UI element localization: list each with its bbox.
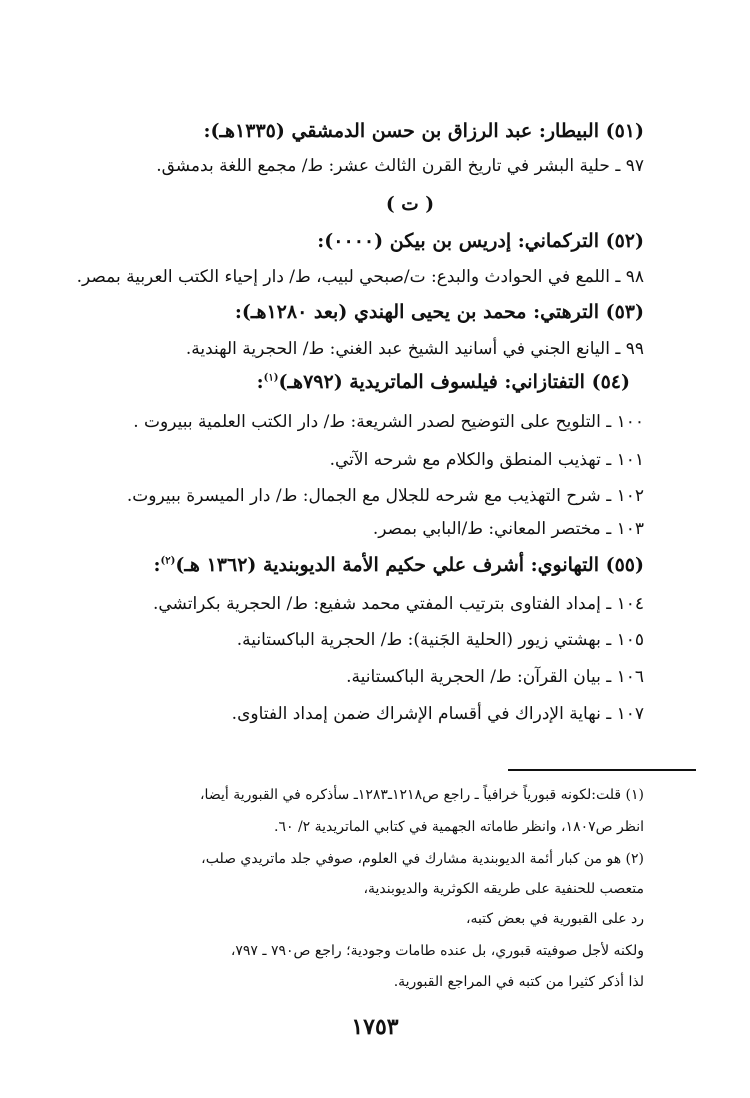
footnote-2-line-2: متعصب للحنفية على طريقه الكوثرية والديوبندية،: [363, 881, 644, 897]
book-entry-101: ١٠١ ـ تهذيب المنطق والكلام مع شرحه الآتي.: [329, 450, 644, 470]
book-entry-106: ١٠٦ ـ بيان القرآن: ط/ الحجرية الباكستانية.: [346, 667, 644, 687]
footnote-ref-2: (٢): [160, 555, 176, 567]
entry-heading-52: (٥٢) التركماني: إدريس بن بيكن (٠٠٠٠):: [317, 230, 644, 252]
book-entry-99: ٩٩ ـ اليانع الجني في أسانيد الشيخ عبد الغني: ط/ الحجرية الهندية.: [185, 339, 644, 359]
entry-heading-51: (٥١) البيطار: عبد الرزاق بن حسن الدمشقي (١٣٣٥هـ):: [203, 120, 644, 142]
footnote-1-line-2: انظر ص١٨٠٧، وانظر طاماته الجهمية في كتابي الماتريدية ٢/ ٦٠.: [274, 819, 644, 835]
book-entry-105: ١٠٥ ـ بهشتي زيور (الحلية الجَنية): ط/ الحجرية الباكستانية.: [236, 630, 644, 650]
heading-text: (٥٥) التهانوي: أشرف علي حكيم الأمة الديوبندية (١٣٦٢ هـ): [175, 554, 644, 576]
book-entry-103: ١٠٣ ـ مختصر المعاني: ط/البابي بمصر.: [372, 519, 644, 539]
heading-colon: :: [153, 554, 161, 576]
entry-heading-53: (٥٣) الترهتي: محمد بن يحيى الهندي (بعد ١٢٨٠هـ):: [234, 301, 644, 323]
book-entry-107: ١٠٧ ـ نهاية الإدراك في أقسام الإشراك ضمن إمداد الفتاوى.: [231, 704, 644, 724]
footnote-separator: [508, 769, 696, 771]
heading-colon: :: [256, 371, 264, 393]
footnote-2-line-3: رد على القبورية في بعض كتبه،: [465, 911, 644, 927]
page-number: ١٧٥٣: [351, 1014, 399, 1040]
book-entry-104: ١٠٤ ـ إمداد الفتاوى بترتيب المفتي محمد شفيع: ط/ الحجرية بكراتشي.: [152, 594, 644, 614]
footnote-2-line-4: ولكنه لأجل صوفيته قبوري، بل عنده طامات وجودية؛ راجع ص٧٩٠ ـ ٧٩٧،: [230, 943, 644, 959]
book-entry-102: ١٠٢ ـ شرح التهذيب مع شرحه للجلال مع الجمال: ط/ دار الميسرة ببيروت.: [126, 486, 644, 506]
entry-heading-55: [154, 556, 644, 575]
footnote-1-line-1: (١) قلت:لكونه قبورياً خرافياً ـ راجع ص١٢١٨ـ١٢٨٣ـ سأذكره في القبورية أيضا،: [200, 787, 644, 803]
entry-heading-54: [257, 373, 630, 392]
footnote-ref-1: (١): [263, 372, 279, 384]
book-entry-100: ١٠٠ ـ التلويح على التوضيح لصدر الشريعة: ط/ دار الكتب العلمية ببيروت .: [133, 412, 644, 432]
book-entry-98: ٩٨ ـ اللمع في الحوادث والبدع: ت/صبحي لبيب، ط/ دار إحياء الكتب العربية بمصر.: [76, 267, 644, 287]
heading-text: (٥٤) التفتازاني: فيلسوف الماتريدية (٧٩٢هـ): [278, 371, 630, 393]
footnote-2-line-1: (٢) هو من كبار أئمة الديوبندية مشارك في العلوم، صوفي جلد ماتريدي صلب،: [201, 851, 644, 867]
book-entry-97: ٩٧ ـ حلية البشر في تاريخ القرن الثالث عشر: ط/ مجمع اللغة بدمشق.: [156, 156, 644, 176]
section-letter-heading: ( ت ): [385, 193, 435, 215]
footnote-2-line-5: لذا أذكر كثيرا من كتبه في المراجع القبورية.: [393, 974, 644, 990]
